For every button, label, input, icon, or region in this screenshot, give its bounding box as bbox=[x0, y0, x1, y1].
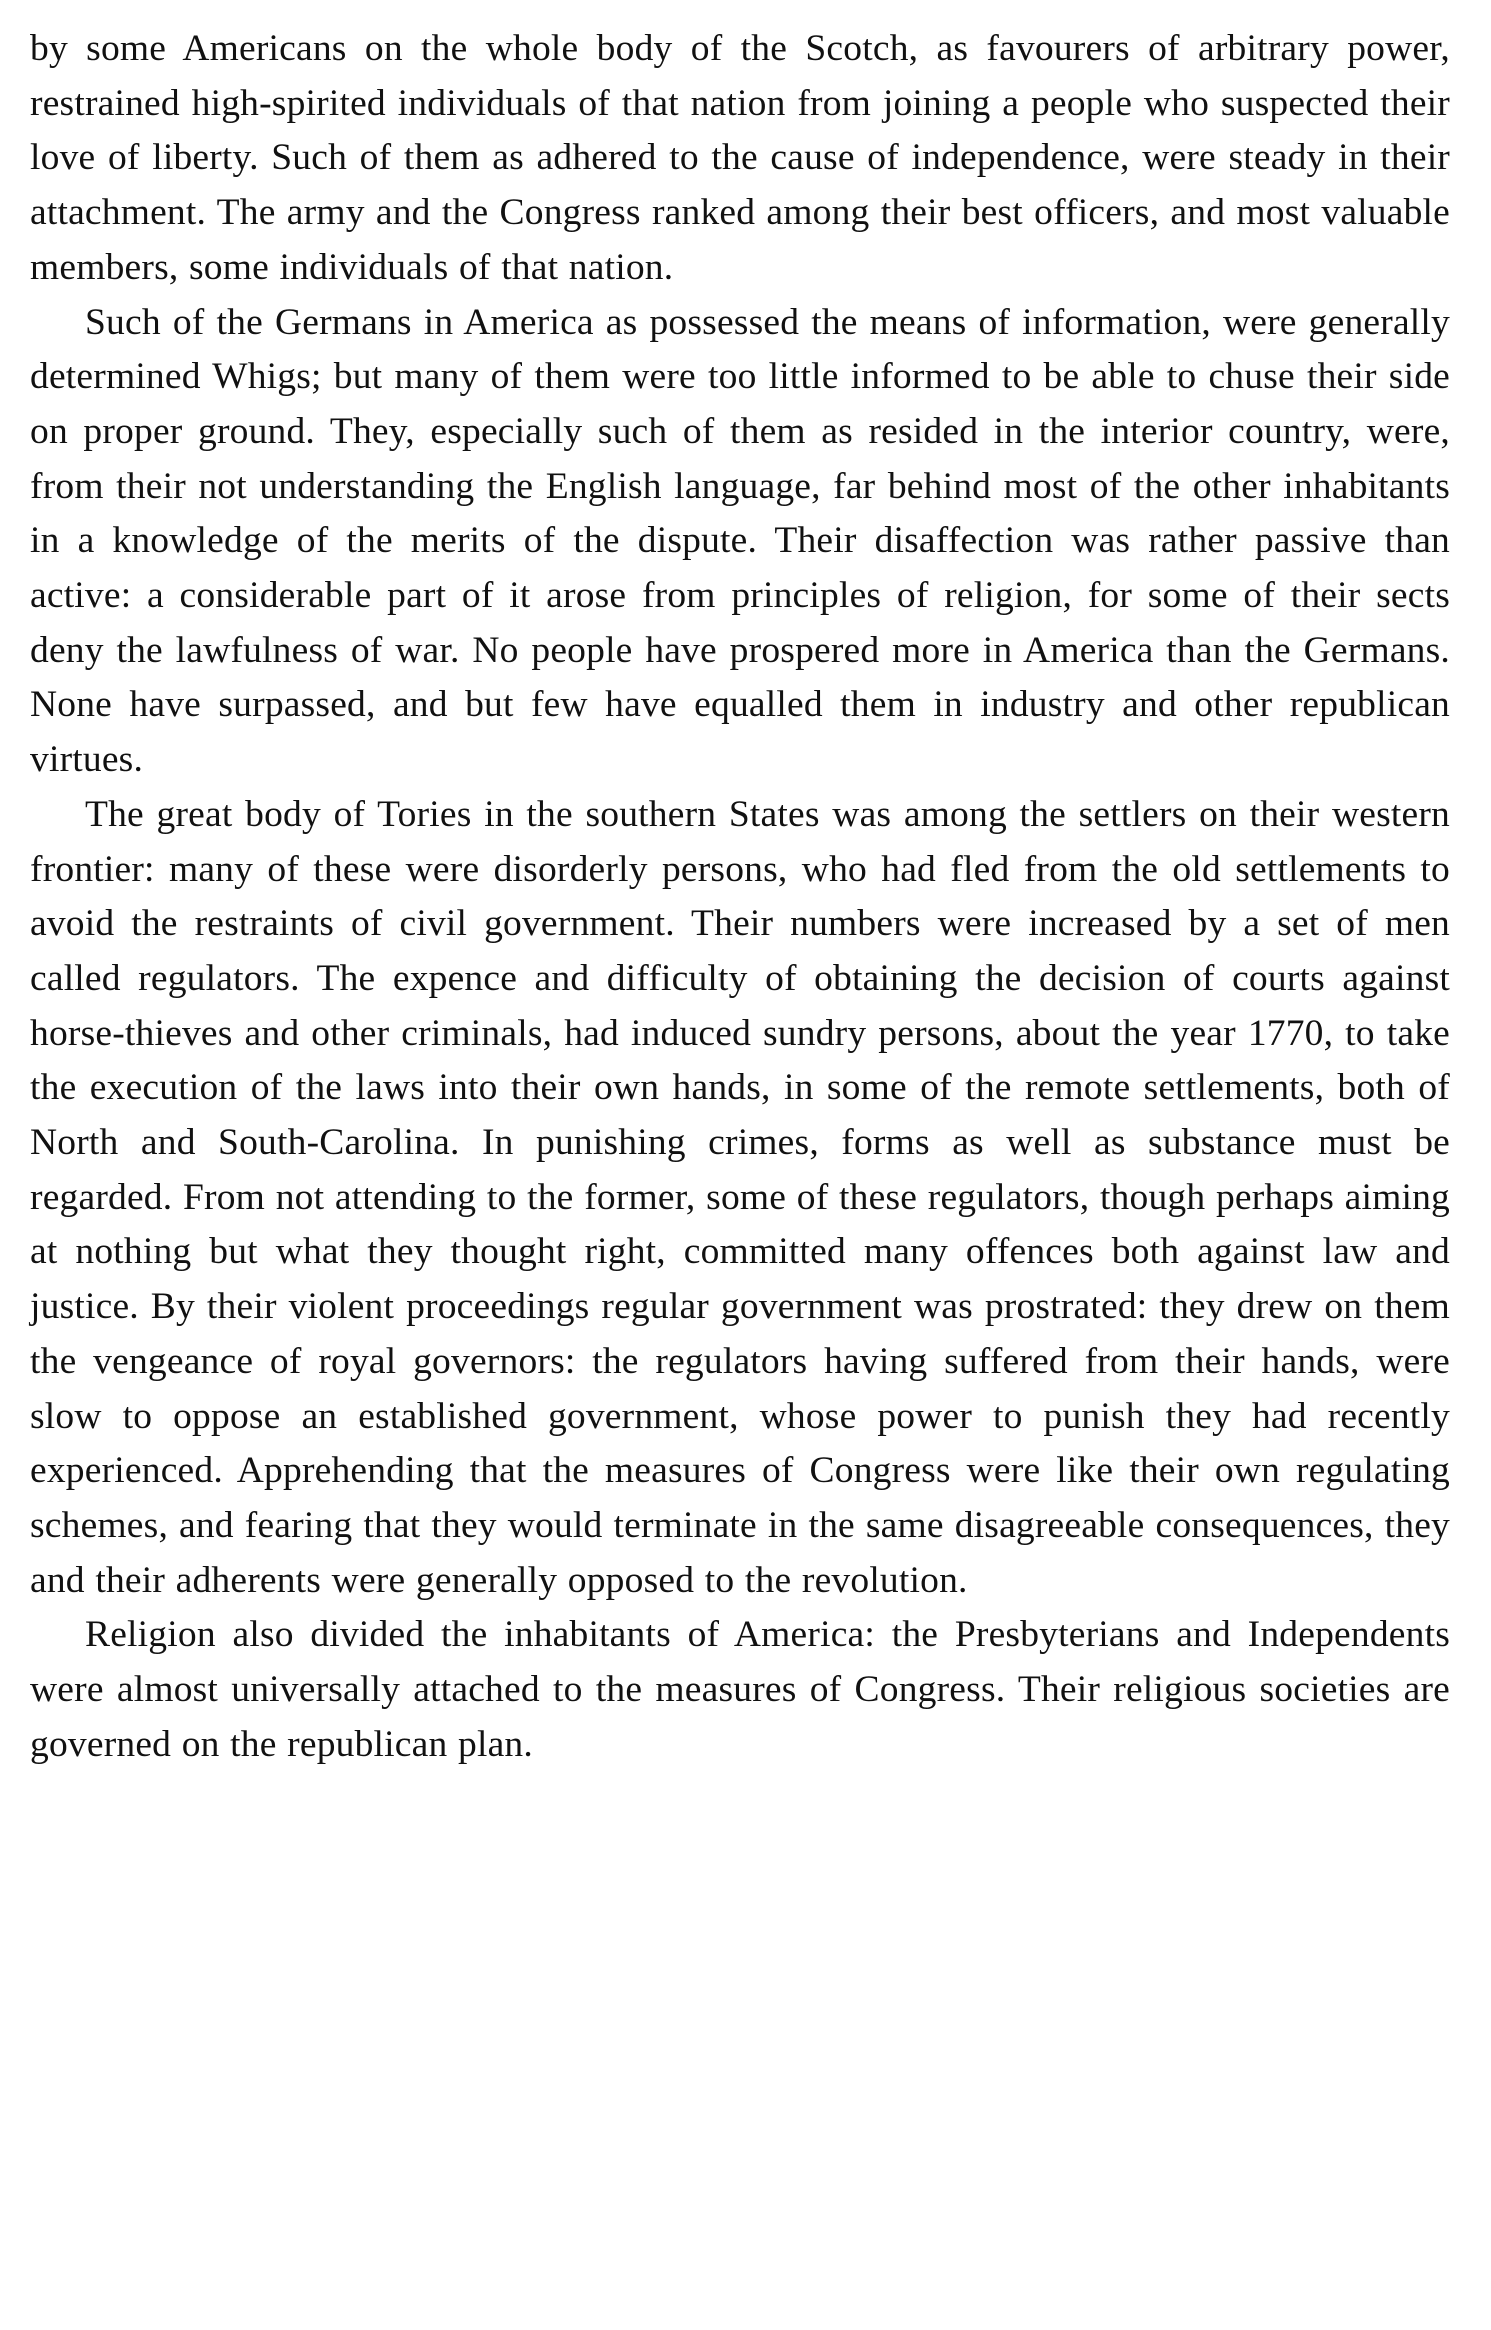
paragraph-southern-tories: The great body of Tories in the southern States was among the settlers on their western frontier: many of these were disorderly persons, who had fled from the old settlements to avoid the restraints of civil government. Their numbers were increased by a set of men called regulators. The expence and difficulty of obtaining the decision of courts against horse-thieves and other criminals, had induced sundry persons, about the year 1770, to take the execution of the laws into their own hands, in some of the remote settlements, both of North and South-Carolina. In punishing crimes, forms as well as substance must be regarded. From not attending to the former, some of these regulators, though perhaps aiming at nothing but what they thought right, committed many offences both against law and justice. By their violent proceedings regular government was prostrated: they drew on them the vengeance of royal governors: the regulators having suffered from their hands, were slow to oppose an established government, whose power to punish they had recently experienced. Apprehending that the measures of Congress were like their own regulating schemes, and fearing that they would terminate in the same disagreeable consequences, they and their adherents were generally opposed to the revolution. bbox=[30, 793, 1450, 1601]
paragraph-scotch-continuation: by some Americans on the whole body of the Scotch, as favourers of arbitrary power, restrained high-spirited individuals of that nation from joining a people who suspected their love of liberty. Such of them as adhered to the cause of independence, were steady in their attachment. The army and the Congress ranked among their best officers, and most valuable members, some individuals of that nation. bbox=[30, 28, 1450, 288]
document-page bbox=[30, 22, 1450, 1773]
paragraph-germans: Such of the Germans in America as possessed the means of information, were generally determined Whigs; but many of them were too little informed to be able to chuse their side on proper ground. They, especially such of them as resided in the interior country, were, from their not understanding the English language, far behind most of the other inhabitants in a knowledge of the merits of the dispute. Their disaffection was rather passive than active: a considerable part of it arose from principles of religion, for some of their sects deny the lawfulness of war. No people have prospered more in America than the Germans. None have surpassed, and but few have equalled them in industry and other republican virtues. bbox=[30, 301, 1450, 781]
paragraph-religion: Religion also divided the inhabitants of America: the Presbyterians and Independents were almost universally attached to the measures of Congress. Their religious societies are governed on the republican plan. bbox=[30, 1614, 1450, 1765]
